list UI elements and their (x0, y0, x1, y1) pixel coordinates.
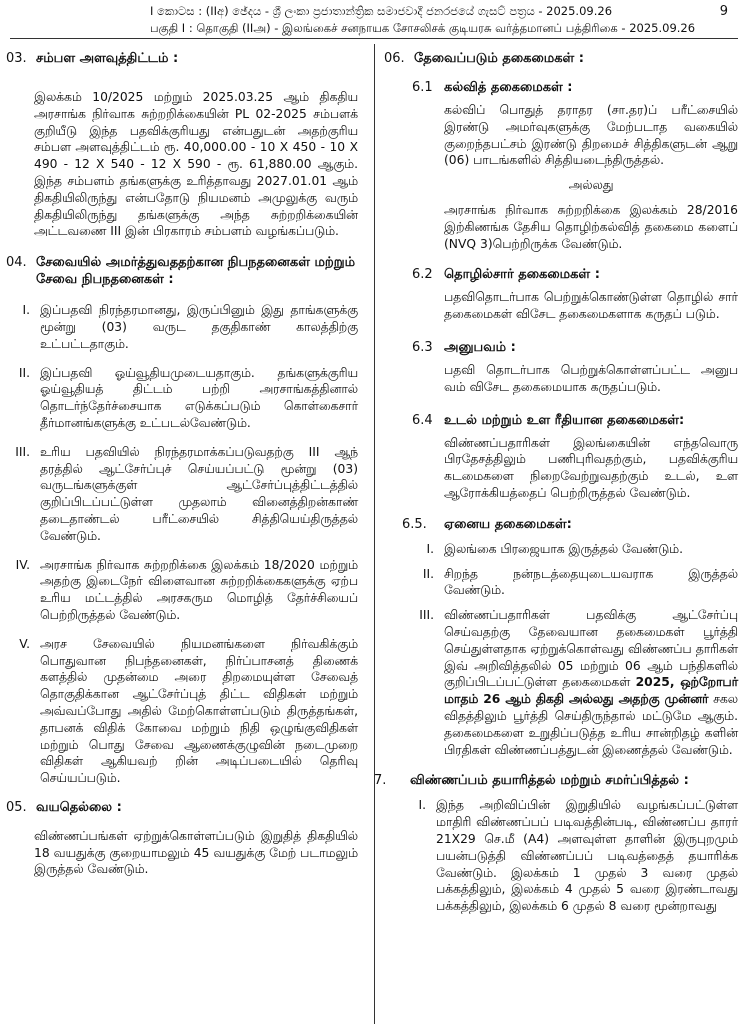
list-item: II. இப்பதவி ஓய்வூதியமுடையதாகும். தங்களுக்குரிய ஓய்வூதியத் திட்டம் பற்றி அரசாங்கத்தினால் தொடர்ந்தேர்ச்சையாக எடுக்கப்படும் கொள்கைசார் தீர்மானங்களுக்கு உட்படல்வேண்டும். (18, 365, 358, 430)
section-04-heading: 04. சேவையில் அமர்த்துவததற்கான நிபநதனைகள் மற்றும் சேவை நிபநதனைகள் : (6, 255, 356, 288)
right-column (374, 50, 738, 915)
page-header (0, 0, 746, 44)
list-item: V. அரச சேவையில் நியமனங்களை நிர்வகிக்கும் பொதுவான நிபந்தனைகள், நிர்ப்பாசனத் திணைக் களத்தில் முதன்மை அரை திறமையுள்ள சேவைத் தொகுதிக்கான ஆட்சேர்ப்புத் திட்ட விதிகள் மற்றும் அவ்வப்போது அதில் மேற்கொள்ளப்படும் திருத்தங்கள், தாபனக் விதிக் கோவை மற்றும் நிதி ஒழுங்குவிதிகள் மற்றும் பொது சேவை ஆணைக்குழுவின் நடைமுறை விதிகள் ஆகியவற் றின் அடிப்படையில் தெரிவு செய்யப்படும். (19, 636, 358, 786)
section-6-1-heading: 6.1 கல்வித் தகைமைகள் : (412, 80, 573, 95)
section-07-heading: 7. விண்ணப்பம் தயாரித்தல் மற்றும் சமர்ப்பித்தல் : (374, 773, 689, 789)
other-qualifications-list (384, 541, 738, 759)
age-limit-text: விண்ணப்பங்கள் ஏற்றுக்கொள்ளப்படும் இறுதித் திகதியில் 18 வயதுக்கு குறையாமலும் 45 வயதுக்கு மேற் படாமலும் இருத்தல் வேண்டும். (34, 828, 358, 877)
header-line-sinhala: I කොටස : (IIඅ) ඡේදය - ශ්‍රී ලංකා ප්‍රජාතාන්ත්‍රික සමාජවාදී ජනරජයේ ගැසට් පත්‍රය - 2025.09.26 (150, 4, 613, 18)
list-item: I. இந்த அறிவிப்பின் இறுதியில் வழங்கப்பட்டுள்ள மாதிரி விண்ணப்பப் படிவத்தின்படி, விண்ணப்ப தாரர் 21X29 செ.மீ (A4) அளவுள்ள தாளின் இருபுறமும் பயன்படுத்தி விண்ணப்பப் படிவத்தைத் தயாரிக்க வேண்டும். இலக்கம் 1 முதல் 3 வரை முதல் பக்கத்திலும், இலக்கம் 4 முதல் 5 வரை இரண்டாவது பக்கத்திலும், இலக்கம் 6 முதல் 8 வரை மூன்றாவது (418, 798, 738, 914)
physical-mental-text: விண்ணப்பதாரிகள் இலங்கையின் எந்தவொரு பிரதேசத்திலும் பணிபுரிவதற்கும், பதவிக்குரிய கடமைகளை நிறைவேற்றுவதற்கும் உடல், உள ஆரோக்கியத்தைப் பெற்றிருத்தல் வேண்டும். (444, 435, 738, 500)
section-6-4-heading: 6.4 உடல் மற்றும் உள ரீதியான தகைமைகள்: (412, 412, 685, 428)
left-column (6, 50, 358, 878)
service-conditions-list (6, 302, 358, 787)
list-item: III. உரிய பதவியில் நிரந்தரமாக்கப்படுவதற்கு III ஆந் தரத்தில் ஆட்சேர்ப்புச் செய்யப்பட்டு மூன்று (03) வருடங்களுக்குள் ஆட்சேர்ப்புத்திட்டத்தில் குறிப்பிடப்பட்டுள்ள முதலாம் வினைத்திறன்காண் தடைதாண்டல் பரீட்சையில் சித்தியெய்திருத்தல் வேண்டும். (15, 444, 358, 543)
or-label: அல்லது (568, 178, 614, 193)
list-item: II. சிறந்த நன்நடத்தையுடையவராக இருத்தல் வேண்டும். (422, 566, 738, 598)
section-05-heading: 05. வயதெல்லை : (6, 799, 122, 815)
section-03-heading: 03. சம்பள அளவுத்திட்டம் : (6, 51, 179, 66)
experience-text: பதவி தொடர்பாக பெற்றுக்கொள்ளப்பட்ட அனுப வம் விசேட தகைமையாக கருதப்படும். (444, 362, 738, 394)
education-text: கல்விப் பொதுத் தராதர (சா.தர)ப் பரீட்சையில் இரண்டு அமர்வுகளுக்கு மேற்படாத வகையில் குறைந்தபட்சம் இரண்டு திறமைச் சித்திகளுடன் ஆறு (06) பாடங்களில் சித்தியடைந்திருத்தல். (444, 103, 738, 168)
list-item: IV. அரசாங்க நிர்வாக சுற்றறிக்கை இலக்கம் 18/2020 மற்றும் அதற்கு இடைநேர் விளைவான சுற்றறிக்கைகளுக்கு ஏற்ப உரிய மட்டத்தில் அரசகரும மொழித் தேர்ச்சியைப் பெற்றிருத்தல் வேண்டும். (15, 557, 358, 622)
list-item: I. இலங்கை பிரஜையாக இருத்தல் வேண்டும். (426, 541, 683, 556)
section-6-2-heading: 6.2 தொழில்சார் தகைமைகள் : (412, 267, 600, 283)
section-6-5-heading: 6.5. ஏனைய தகைமைகள்: (402, 516, 572, 532)
list-item: III. விண்ணப்பதாரிகள் பதவிக்கு ஆட்சேர்ப்பு செய்வதற்கு தேவையான தகைமைகள் பூர்த்தி செய்துள்ளதாக ஏற்றுக்கொள்வது விண்ணப்ப தாரிகள் இவ் அறிவித்தலில் 05 மற்றும் 06 ஆம் பந்திகளில் குறிப்பிடப்பட்டுள்ள தகைமைகள் 2025, ஒற்றோபர் மாதம் 26 ஆம் திகதி அல்லது அதற்கு முன்னர் சகல விதத்திலும் பூர்த்தி செய்திருந்தால் மட்டுமே ஆகும். தகைமைகளை உறுதிப்படுத்த உரிய சான்றிதழ் களின் பிரதிகள் விண்ணப்பத்துடன் இணைத்தல் வேண்டும். (419, 608, 738, 757)
professional-text: பதவிதொடர்பாக பெற்றுக்கொண்டுள்ள தொழில் சார் தகைமைகள் விசேட தகைமைகளாக கருதப் படும். (444, 290, 738, 322)
salary-scale-text: இலக்கம் 10/2025 மற்றும் 2025.03.25 ஆம் திகதிய அரசாங்க நிர்வாக சுற்றறிக்கையின் PL 02-2025 சம்பளக் குறியீடு இந்த பதவிக்குரியது என்பதுடன் அதற்குரிய சம்பள அளவுத்திட்டம் ரூ. 40,000.00 - 10 X 450 - 10 X 490 - 12 X 540 - 12 X 590 - ரூ. 61,880.00 ஆகும். இந்த சம்பளம் தங்களுக்கு உரித்தாவது 2027.01.01 ஆம் திகதியிலிருந்து என்பதோடு நியமனம் அமுலுக்கு வரும் திகதியிலிருந்து தங்களுக்கு அந்த சுற்றறிக்கையின் அட்டவணை III இன் பிரகாரம் சம்பளம் வழங்கப்படும். (34, 90, 358, 239)
header-line-tamil: பகுதி I : தொகுதி (IIஅ) - இலங்கைச் சனநாயக சோசலிசக் குடியரசு வர்த்தமானப் பத்திரிகை - 2025.09.26 (150, 21, 696, 35)
application-list (384, 797, 738, 915)
deadline-text: 2025, ஒற்றோபர் மாதம் 26 ஆம் திகதி அல்லது அதற்கு முன்னர் (444, 675, 738, 707)
column-divider (374, 44, 375, 1024)
page-number: 9 (719, 4, 728, 19)
list-item: I. இப்பதவி நிரந்தரமானது, இருப்பினும் இது தாங்களுக்கு மூன்று (03) வருட தகுதிகாண் காலத்திற்கு உட்பட்டதாகும். (22, 303, 358, 351)
section-6-3-heading: 6.3 அனுபவம் : (412, 339, 516, 355)
section-06-heading: 06. தேவைப்படும் தகைமைகள் : (384, 51, 584, 66)
header-rule (10, 38, 738, 39)
nvq-text: அரசாங்க நிர்வாக சுற்றறிக்கை இலக்கம் 28/2016 இற்கிணங்க தேசிய தொழிற்கல்வித் தகைமை களைப் (NVQ 3)பெற்றிருக்க வேண்டும். (444, 202, 738, 251)
